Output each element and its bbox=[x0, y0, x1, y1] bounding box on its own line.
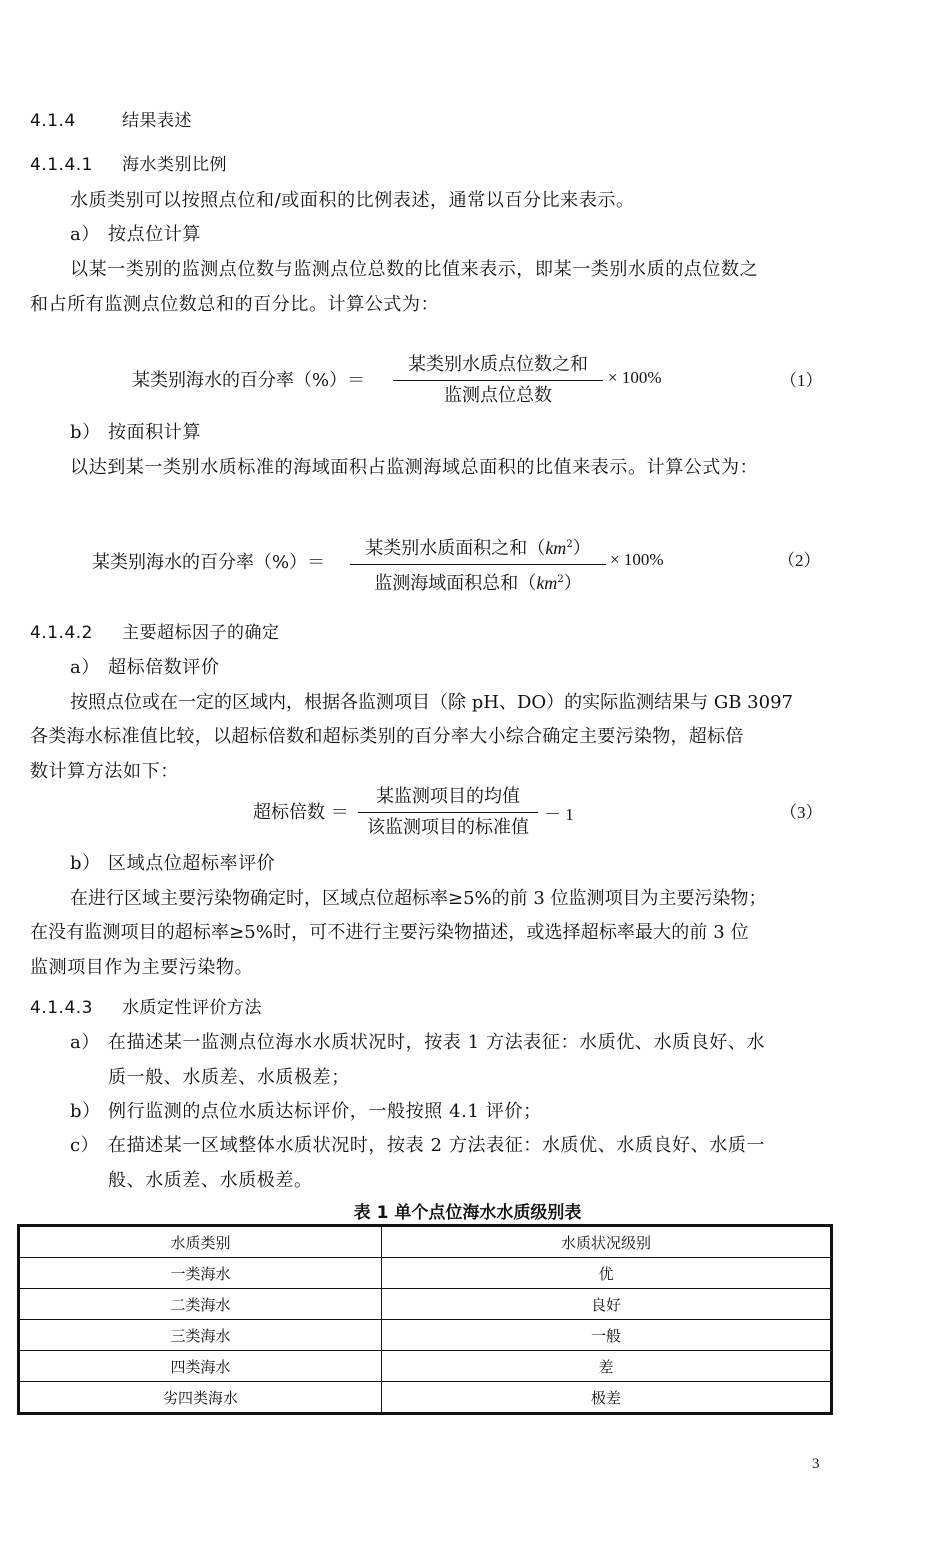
formula-lhs: 超标倍数 ＝ bbox=[253, 802, 349, 823]
equation-number: （2） bbox=[778, 551, 821, 570]
section-title: 主要超标因子的确定 bbox=[122, 623, 280, 643]
equation-number: （3） bbox=[780, 803, 823, 822]
numerator-text: 某类别水质面积之和（ bbox=[365, 538, 546, 559]
formula-fraction bbox=[358, 784, 538, 841]
unit-km: km bbox=[545, 538, 567, 558]
section-title: 结果表述 bbox=[122, 111, 192, 131]
fraction-bar bbox=[350, 564, 606, 565]
formula-minus-one: － 1 bbox=[544, 805, 574, 824]
list-label: b） bbox=[70, 422, 101, 443]
list-item bbox=[70, 1031, 765, 1055]
table-row bbox=[19, 1351, 832, 1382]
list-item bbox=[70, 1100, 542, 1124]
paragraph: 水质类别可以按照点位和/或面积的比例表述，通常以百分比来表示。 bbox=[70, 190, 635, 211]
paragraph-line: 按照点位或在一定的区域内，根据各监测项目（除 pH、DO）的实际监测结果与 GB 3097 bbox=[70, 692, 793, 713]
page-number: 3 bbox=[812, 1456, 820, 1472]
list-text: 按点位计算 bbox=[108, 224, 201, 245]
formula-fraction bbox=[350, 532, 606, 597]
list-item bbox=[70, 421, 201, 445]
section-number: 4.1.4.3 bbox=[30, 998, 93, 1018]
list-label: c） bbox=[70, 1135, 100, 1156]
table-header-cell: 水质状况级别 bbox=[382, 1226, 832, 1258]
section-heading-4-1-4 bbox=[30, 109, 192, 133]
section-heading-4-1-4-3 bbox=[30, 996, 262, 1020]
fraction-denominator: 该监测项目的标准值 bbox=[367, 817, 529, 838]
close-paren: ） bbox=[572, 538, 591, 559]
paragraph-line: 在进行区域主要污染物确定时，区域点位超标率≥5%的前 3 位监测项目为主要污染物； bbox=[70, 888, 767, 909]
list-item bbox=[70, 656, 220, 680]
unit-km: km bbox=[536, 573, 558, 593]
unit-exponent: 2 bbox=[557, 574, 564, 585]
list-text: 区域点位超标率评价 bbox=[108, 853, 276, 874]
paragraph-line: 和占所有监测点位数总和的百分比。计算公式为： bbox=[30, 294, 440, 315]
table-row bbox=[19, 1258, 832, 1289]
list-item bbox=[70, 852, 275, 876]
table-cell: 优 bbox=[382, 1258, 832, 1289]
table-cell: 三类海水 bbox=[19, 1320, 382, 1351]
formula-1 bbox=[0, 352, 935, 412]
list-label: a） bbox=[70, 657, 100, 678]
list-item bbox=[70, 223, 201, 247]
section-title: 海水类别比例 bbox=[122, 155, 227, 175]
table-row bbox=[19, 1320, 832, 1351]
table-cell: 四类海水 bbox=[19, 1351, 382, 1382]
paragraph-line: 以某一类别的监测点位数与监测点位总数的比值来表示，即某一类别水质的点位数之 bbox=[70, 259, 759, 280]
formula-3 bbox=[0, 784, 935, 844]
fraction-bar bbox=[393, 380, 603, 381]
list-label: b） bbox=[70, 1101, 101, 1122]
fraction-numerator bbox=[350, 532, 606, 562]
list-label: a） bbox=[70, 224, 100, 245]
table-cell: 一般 bbox=[382, 1320, 832, 1351]
table-cell: 差 bbox=[382, 1351, 832, 1382]
paragraph-line: 在没有监测项目的超标率≥5%时，可不进行主要污染物描述，或选择超标率最大的前 3 位 bbox=[30, 922, 749, 943]
denominator-text: 监测海域面积总和（ bbox=[374, 573, 537, 594]
section-number: 4.1.4.1 bbox=[30, 155, 93, 175]
fraction-numerator: 某监测项目的均值 bbox=[376, 786, 520, 807]
table-cell: 一类海水 bbox=[19, 1258, 382, 1289]
table-row bbox=[19, 1382, 832, 1414]
paragraph-line: 数计算方法如下： bbox=[30, 761, 179, 782]
table-caption: 表 1 单个点位海水水质级别表 bbox=[353, 1203, 582, 1223]
section-number: 4.1.4.2 bbox=[30, 623, 93, 643]
formula-lhs: 某类别海水的百分率（%）＝ bbox=[132, 370, 366, 391]
list-text: 在描述某一区域整体水质状况时，按表 2 方法表征：水质优、水质良好、水质一 bbox=[108, 1135, 766, 1156]
table-cell: 极差 bbox=[382, 1382, 832, 1414]
list-item-continuation: 般、水质差、水质极差。 bbox=[108, 1170, 313, 1191]
paragraph-line: 各类海水标准值比较，以超标倍数和超标类别的百分率大小综合确定主要污染物，超标倍 bbox=[30, 726, 744, 747]
section-heading-4-1-4-1 bbox=[30, 153, 227, 177]
paragraph-line: 监测项目作为主要污染物。 bbox=[30, 957, 254, 978]
table-cell: 劣四类海水 bbox=[19, 1382, 382, 1414]
list-text: 超标倍数评价 bbox=[108, 657, 220, 678]
formula-lhs: 某类别海水的百分率（%）＝ bbox=[92, 552, 326, 573]
close-paren: ） bbox=[563, 573, 582, 594]
table-row bbox=[19, 1289, 832, 1320]
list-text: 例行监测的点位水质达标评价，一般按照 4.1 评价； bbox=[108, 1101, 542, 1122]
paragraph: 以达到某一类别水质标准的海域面积占监测海域总面积的比值来表示。计算公式为： bbox=[70, 457, 759, 478]
equation-number: （1） bbox=[780, 371, 823, 390]
formula-fraction bbox=[393, 352, 603, 409]
fraction-bar bbox=[358, 812, 538, 813]
fraction-numerator: 某类别水质点位数之和 bbox=[408, 354, 588, 375]
list-text: 按面积计算 bbox=[108, 422, 201, 443]
fraction-denominator bbox=[350, 567, 606, 597]
section-heading-4-1-4-2 bbox=[30, 621, 280, 645]
table-cell: 二类海水 bbox=[19, 1289, 382, 1320]
table-cell: 良好 bbox=[382, 1289, 832, 1320]
list-text: 在描述某一监测点位海水水质状况时，按表 1 方法表征：水质优、水质良好、水 bbox=[108, 1032, 766, 1053]
list-label: b） bbox=[70, 853, 101, 874]
list-item-continuation: 质一般、水质差、水质极差； bbox=[108, 1067, 350, 1088]
formula-multiplier: × 100% bbox=[610, 550, 664, 569]
fraction-denominator: 监测点位总数 bbox=[444, 385, 552, 406]
section-title: 水质定性评价方法 bbox=[122, 998, 262, 1018]
list-label: a） bbox=[70, 1032, 100, 1053]
section-number: 4.1.4 bbox=[30, 111, 76, 131]
formula-2 bbox=[0, 532, 935, 592]
table-header-cell: 水质类别 bbox=[19, 1226, 382, 1258]
unit-exponent: 2 bbox=[566, 539, 573, 550]
table-header-row bbox=[19, 1226, 832, 1258]
water-quality-level-table bbox=[17, 1224, 833, 1415]
list-item bbox=[70, 1134, 765, 1158]
formula-multiplier: × 100% bbox=[608, 368, 662, 387]
